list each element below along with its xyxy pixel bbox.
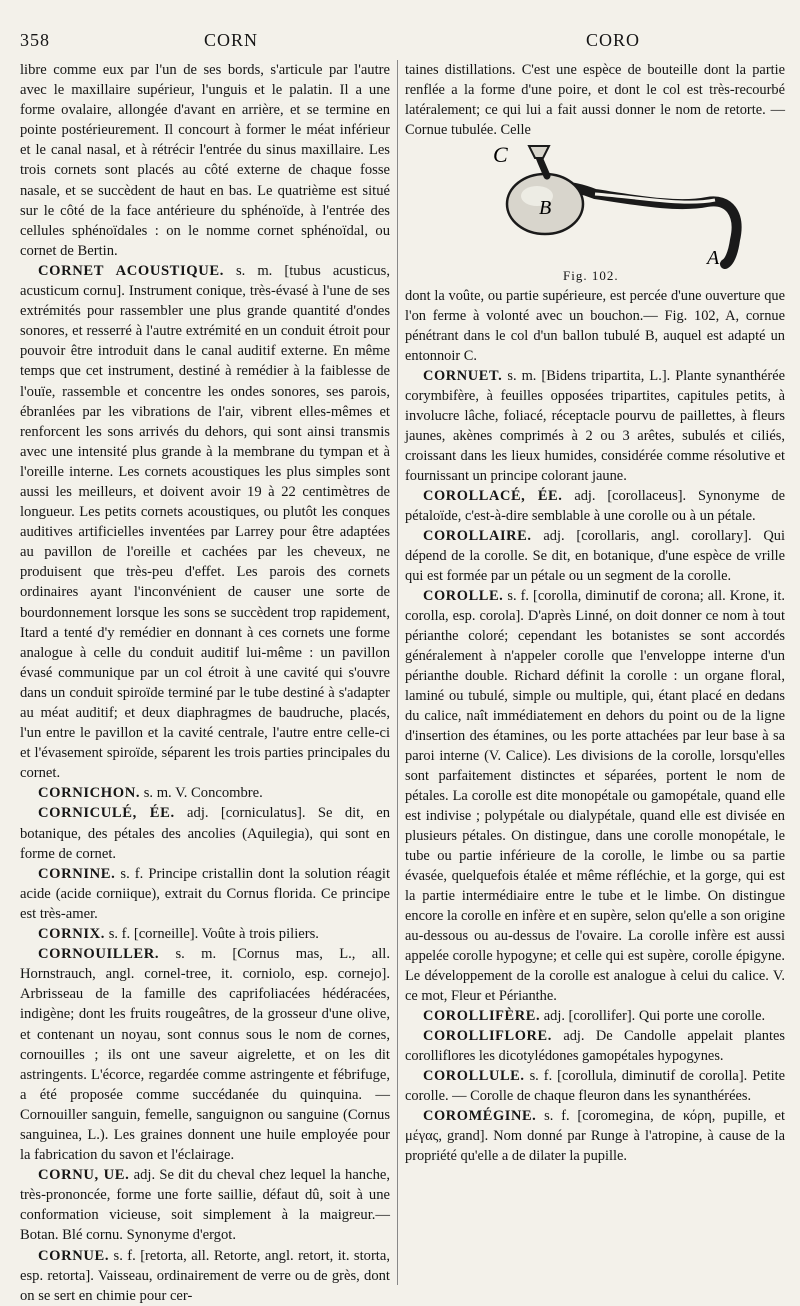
definition: adj. [corollifer]. Qui porte une corolle. [540,1008,766,1024]
retort-illustration [445,144,745,270]
guide-word-left: CORN [204,30,259,50]
guide-word-right: CORO [586,30,641,50]
headword: COROMÉGINE. [423,1108,537,1124]
entry [405,1106,785,1166]
definition: adj. De Candolle appelait plantes corolliflores les dicotylédones gamopétales hypogynes. [405,1028,785,1064]
entry [20,924,390,944]
definition: s. m. [Bidens tripartita, L.]. Plante synanthérée corymbifère, à feuilles opposées tripartites, capitules petits, à involucre lâche, foliacé, réceptacle pourvu de paillettes, à fleurs jaunes, akènes comprimés à 2 ou 3 arêtes, subulés et ciliés, croissant dans les lieux humides, considérée comme résolutive et fournissant un principe colorant jaune. [405,368,785,484]
entry [405,526,785,586]
entry [20,944,390,1165]
headword: COROLLE. [423,588,504,604]
headword: CORNIX. [38,926,106,943]
entry [20,1246,390,1306]
headword: COROLLAIRE. [423,528,532,544]
figure-caption: Fig. 102. [563,268,619,283]
entry [405,1066,785,1106]
retort-figure [405,140,785,286]
entry [20,864,390,924]
definition: adj. [corniculatus]. Se dit, en botanique, des pétales des ancolies (Aquilegia), qui sont en forme de cornet. [20,805,390,862]
figure-label-b: B [539,197,552,219]
figure-label-a: A [707,247,720,269]
definition: s. f. [corolla, diminutif de corona; all. Krone, it. corolla, esp. corola]. D'après Linné, on doit donner ce nom à tout périanthe coloré; cependant les botanistes se sont accordés généralement à n'appeler corolle que l'enveloppe interne d'un périanthe double. Richard définit la corolle : un organe floral, laminé ou tubulé, simple ou multiple, qui, étant placé en dedans du calice, naît immédiatement en dehors du point ou de la ligne d'insertion des étamines, ou les porte attachées par leur base à sa paroi interne (V. Calice). Les divisions de la corolle, lorsqu'elles sont parfaitement distinctes et séparées, portent le nom de pétales. La corolle est dite monopétale ou gamopétale, quand elle est indivise ; polypétale ou dialypétale, quand elle est divisée en plusieurs pétales. On distingue, dans une corolle monopétale, le tube ou partie inférieure de la corolle, le limbe ou sa partie évasée, quelquefois étalée et même réfléchie, et la gorge, qui est la partie intermédiaire entre le tube et le limbe. On distingue encore la corolle en infère et en supère, selon qu'elle a son origine au-dessous ou au-dessus de l'ovaire. La corolle infère est aussi appelée corolle hypogyne; et celle qui est supère, corolle épigyne. Le développement de la corolle est analogue à celui du calice. V. ce mot, Fleur et Périanthe. [405,588,785,1004]
entry-continuation: dont la voûte, ou partie supérieure, est percée d'une ouverture que l'on ferme à volonté avec un bouchon.— Fig. 102, A, cornue pénétrant dans le col d'un ballon tubulé B, auquel est adapté un entonnoir C. [405,288,785,364]
entry [20,1165,390,1245]
headword: COROLLACÉ, ÉE. [423,488,563,504]
definition: s. f. Principe cristallin dont la solution réagit acide (acide corniique), extrait du Cornus florida. Ce principe est très-amer. [20,865,390,922]
headword: COROLLIFLORE. [423,1028,552,1044]
definition: s. f. [corollula, diminutif de corolla]. Petite corolle. — Corolle de chaque fleuron dans les synanthérées. [405,1068,785,1104]
headword: CORNUET. [423,368,503,384]
headword: CORNET ACOUSTIQUE. [38,262,224,279]
headword: CORNUE. [38,1247,110,1264]
definition: adj. Se dit du cheval chez lequel la hanche, très-prononcée, forme une forte saillie, défaut dû, soit à une conformation vicieuse, soit simplement à la maigreur.— Botan. Blé cornu. Synonyme d'ergot. [20,1167,390,1244]
entry-continuation: libre comme eux par l'un de ses bords, s'articule par l'autre avec le maxillaire supérieur, l'unguis et le palatin. Il a une forme ovalaire, allongée d'avant en arrière, et se termine en pointe postérieurement. Il concourt à former le méat inférieur et le canal nasal, et à rétrécir l'entrée du sinus maxillaire. Les trois cornets sont placés au côté externe de chaque fosse nasale, et se succèdent de haut en bas. Le quatrième est situé sur le côté de la face antérieure du sphénoïde, à l'entrée des cellules sphénoïdales : on le nomme cornet sphénoïdal, ou cornet de Bertin. [20,62,390,259]
right-column [405,60,785,1166]
column-divider [397,60,398,1285]
definition: s. m. [tubus acusticus, acusticum cornu]. Instrument conique, très-évasé à l'une de ses extrémités pour rassembler une plus grande quantité d'ondes sonores, et resserré à l'autre extrémité en un conduit étroit pour pouvoir être introduit dans le canal auditif externe. En même temps que cet instrument, destiné à remédier à la faiblesse de l'ouïe, rassemble et concentre les ondes sonores, ses parois, ébranlées par les vibrations de l'air, vibrent elles-mêmes et renforcent les sons arrivés du dehors, qui sont ainsi transmis avec une intensité plus grande à la membrane du tympan et à l'oreille interne. Les cornets acoustiques les plus simples sont aussi les meilleurs, et doivent avoir 19 à 22 centimètres de longueur. Les petits cornets acoustiques, ou plutôt les conques auditives artificielles inventées par Larrey pour être adaptées au pavillon de l'oreille et cachées par les cheveux, ne produisent que très-peu d'effet. Les parois des cornets ordinaires ayant l'inconvénient de causer une sorte de bourdonnement lorsque les sons se succèdent trop rapidement, Itard a tenté d'y remédier en donnant à ces cornets une forme analogue à celle du conduit auditif lui-même : un pavillon évasé communique par un col étroit à une cavité qui s'ouvre dans un conduit spiroïde terminé par le tube destiné à s'adapter au méat auditif; et deux diaphragmes de baudruche, placés, l'un entre le pavillon et la cavité centrale, l'autre entre celle-ci et l'évasement spiroïde, séparent les trois parties principales du cornet. [20,262,390,782]
definition: adj. [corollaceus]. Synonyme de pétaloïde, c'est-à-dire semblable à une corolle ou à un pétale. [405,488,785,524]
entry [405,1026,785,1066]
entry [405,366,785,486]
entry [405,486,785,526]
headword: CORNICHON. [38,785,141,802]
page-number: 358 [20,30,50,50]
headword: CORNINE. [38,865,116,882]
left-column [20,60,390,1306]
definition: s. f. [coromegina, de κόρη, pupille, et μέγας, grand]. Nom donné par Runge à l'atropine, à cause de la propriété qu'elle a de dilater la pupille. [405,1108,785,1164]
entry [20,783,390,803]
page-header [20,30,784,54]
headword: COROLLIFÈRE. [423,1008,541,1024]
definition: adj. [corollaris, angl. corollary]. Qui dépend de la corolle. Se dit, en botanique, d'une espèce de vrille qui est formée par un pétale ou un segment de la corolle. [405,528,785,584]
headword: CORNOUILLER. [38,946,160,963]
definition: s. m. V. Concombre. [140,785,263,802]
entry [405,1006,785,1026]
entry [20,803,390,863]
figure-label-c: C [493,144,508,167]
definition: s. m. [Cornus mas, L., all. Hornstrauch, angl. cornel-tree, it. corniolo, esp. cornejo]. Arbrisseau de la famille des caprifoliacées hédéracées, indigène; dont les fruits rougeâtres, de la grosseur d'une olive, et contenant un noyau, sont connus sous le nom de cornes, cornouilles ; ils ont une saveur aigrelette, et on les dit astringents. L'écorce, regardée comme astringente et fébrifuge, a été proposée comme succédanée du quinquina. — Cornouiller sanguin, femelle, sanguignon ou sanguine (Cornus sanguinea, L.). Les graines donnent une huile employée pour la fabrication du savon et l'éclairage. [20,946,390,1164]
headword: COROLLULE. [423,1068,525,1084]
headword: CORNU, UE. [38,1167,130,1184]
entry [405,586,785,1006]
headword: CORNICULÉ, ÉE. [38,805,175,822]
entry-continuation: taines distillations. C'est une espèce de bouteille dont la partie renflée a la forme d'une poire, et dont le col est très-recourbé latéralement; ce qui lui a fait aussi donner le nom de retorte. — Cornue tubulée. Celle [405,62,785,138]
definition: s. f. [corneille]. Voûte à trois piliers. [105,926,319,943]
definition: s. f. [retorta, all. Retorte, angl. retort, it. storta, esp. retorta]. Vaisseau, ordinairement de verre ou de grès, dont on se sert en chimie pour cer- [20,1247,390,1304]
entry [20,261,390,783]
